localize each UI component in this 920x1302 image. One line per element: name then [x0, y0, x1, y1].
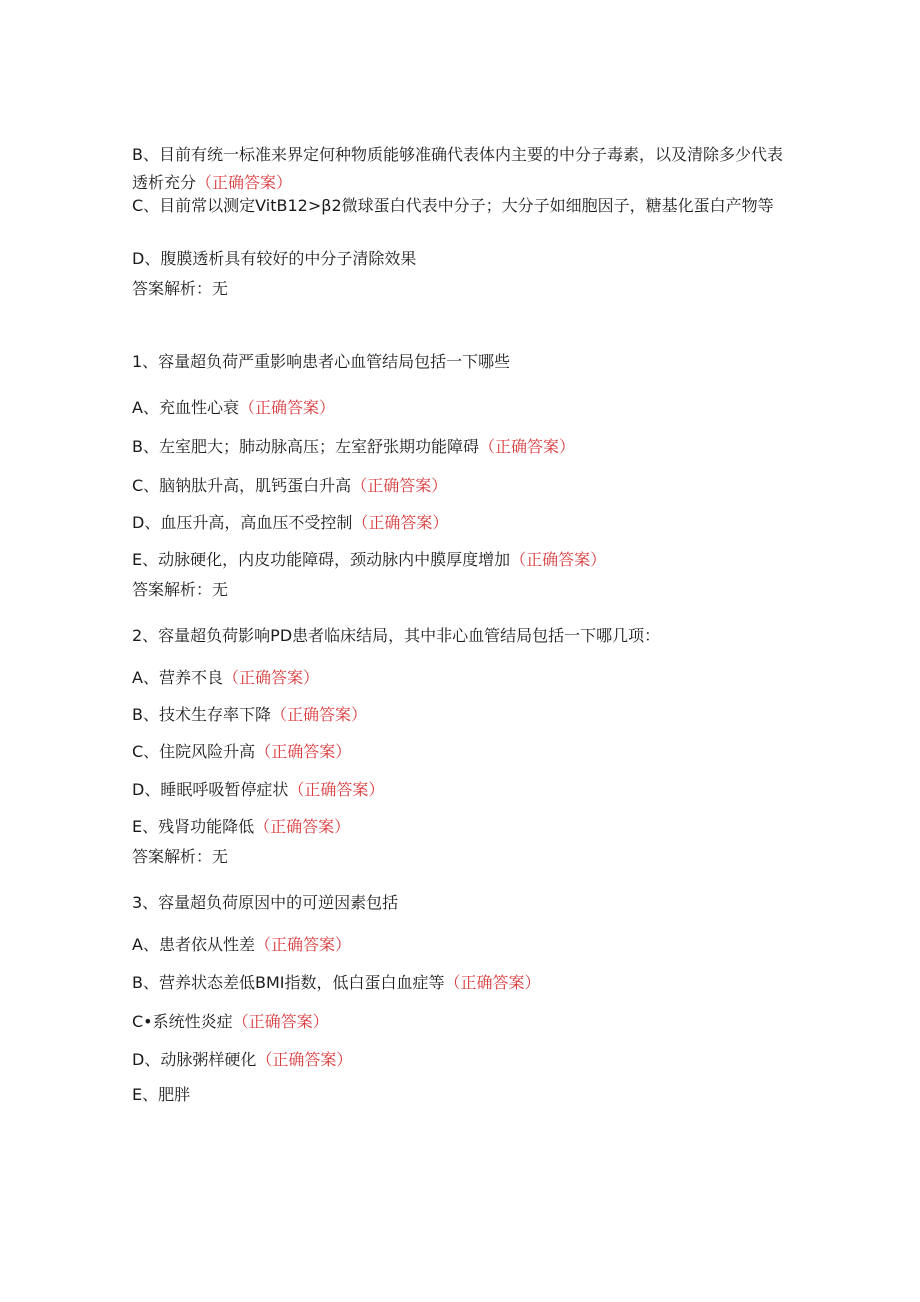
option-text: C•系统性炎症 — [132, 1012, 233, 1031]
option-text: A、营养不良 — [132, 668, 223, 687]
correct-answer-mark: （正确答案） — [256, 1050, 353, 1069]
q3-option-e — [132, 1082, 792, 1108]
q1-answer-analysis: 答案解析：无 — [132, 580, 229, 599]
q3-option-b — [132, 970, 792, 996]
correct-answer-mark: （正确答案） — [222, 668, 319, 687]
q2-option-e — [132, 814, 792, 840]
correct-answer-mark: （正确答案） — [254, 817, 351, 836]
option-text: B、目前有统一标准来界定何种物质能够准确代表体内主要的中分子毒素，以及清除多少代表透析充分 — [132, 145, 783, 192]
correct-answer-mark: （正确答案） — [510, 550, 607, 569]
q3-option-d — [132, 1047, 792, 1073]
option-text: D、动脉粥样硬化 — [132, 1050, 257, 1069]
option-text: D、血压升高，高血压不受控制 — [132, 513, 353, 532]
prev-option-b — [132, 141, 792, 197]
correct-answer-mark: （正确答案） — [238, 398, 335, 417]
option-text: B、技术生存率下降 — [132, 705, 271, 724]
option-text: E、动脉硬化，内皮功能障碍，颈动脉内中膜厚度增加 — [132, 550, 511, 569]
q3-option-c — [132, 1009, 792, 1035]
correct-answer-mark: （正确答案） — [254, 935, 351, 954]
option-text: D、腹膜透析具有较好的中分子清除效果 — [132, 249, 417, 268]
correct-answer-mark: （正确答案） — [444, 973, 541, 992]
correct-answer-mark: （正确答案） — [288, 780, 385, 799]
correct-answer-mark: （正确答案） — [478, 437, 575, 456]
option-text: A、充血性心衰 — [132, 398, 239, 417]
option-text: C、住院风险升高 — [132, 742, 256, 761]
correct-answer-mark: （正确答案） — [255, 742, 352, 761]
correct-answer-mark: （正确答案） — [352, 513, 449, 532]
prev-option-c — [132, 192, 792, 220]
q1-option-b — [132, 434, 792, 460]
q1-option-d — [132, 510, 792, 536]
q1-option-c — [132, 473, 792, 499]
q2-option-a — [132, 665, 792, 691]
question-3-stem: 3、容量超负荷原因中的可逆因素包括 — [132, 893, 399, 912]
correct-answer-mark: （正确答案） — [196, 173, 293, 192]
prev-answer-analysis: 答案解析：无 — [132, 279, 229, 298]
correct-answer-mark: （正确答案） — [351, 476, 448, 495]
q2-option-d — [132, 777, 792, 803]
correct-answer-mark: （正确答案） — [270, 705, 367, 724]
question-2-stem: 2、容量超负荷影响PD患者临床结局，其中非心血管结局包括一下哪几项： — [132, 626, 661, 645]
q1-option-e — [132, 547, 792, 573]
option-text: A、患者依从性差 — [132, 935, 255, 954]
option-text: D、睡眠呼吸暂停症状 — [132, 780, 289, 799]
prev-option-d — [132, 246, 792, 272]
option-text: B、营养状态差低BMI指数，低白蛋白血症等 — [132, 973, 445, 992]
q2-answer-analysis: 答案解析：无 — [132, 847, 229, 866]
option-text: E、肥胖 — [132, 1085, 191, 1104]
option-text: E、残肾功能降低 — [132, 817, 255, 836]
q1-option-a — [132, 395, 792, 421]
option-text: C、脑钠肽升高，肌钙蛋白升高 — [132, 476, 352, 495]
q3-option-a — [132, 932, 792, 958]
q2-option-c — [132, 739, 792, 765]
question-1-stem: 1、容量超负荷严重影响患者心血管结局包括一下哪些 — [132, 352, 511, 371]
correct-answer-mark: （正确答案） — [232, 1012, 329, 1031]
q2-option-b — [132, 702, 792, 728]
option-text: B、左室肥大；肺动脉高压；左室舒张期功能障碍 — [132, 437, 479, 456]
option-text: C、目前常以测定VitB12>β2微球蛋白代表中分子；大分子如细胞因子，糖基化蛋白产物等 — [132, 196, 774, 215]
